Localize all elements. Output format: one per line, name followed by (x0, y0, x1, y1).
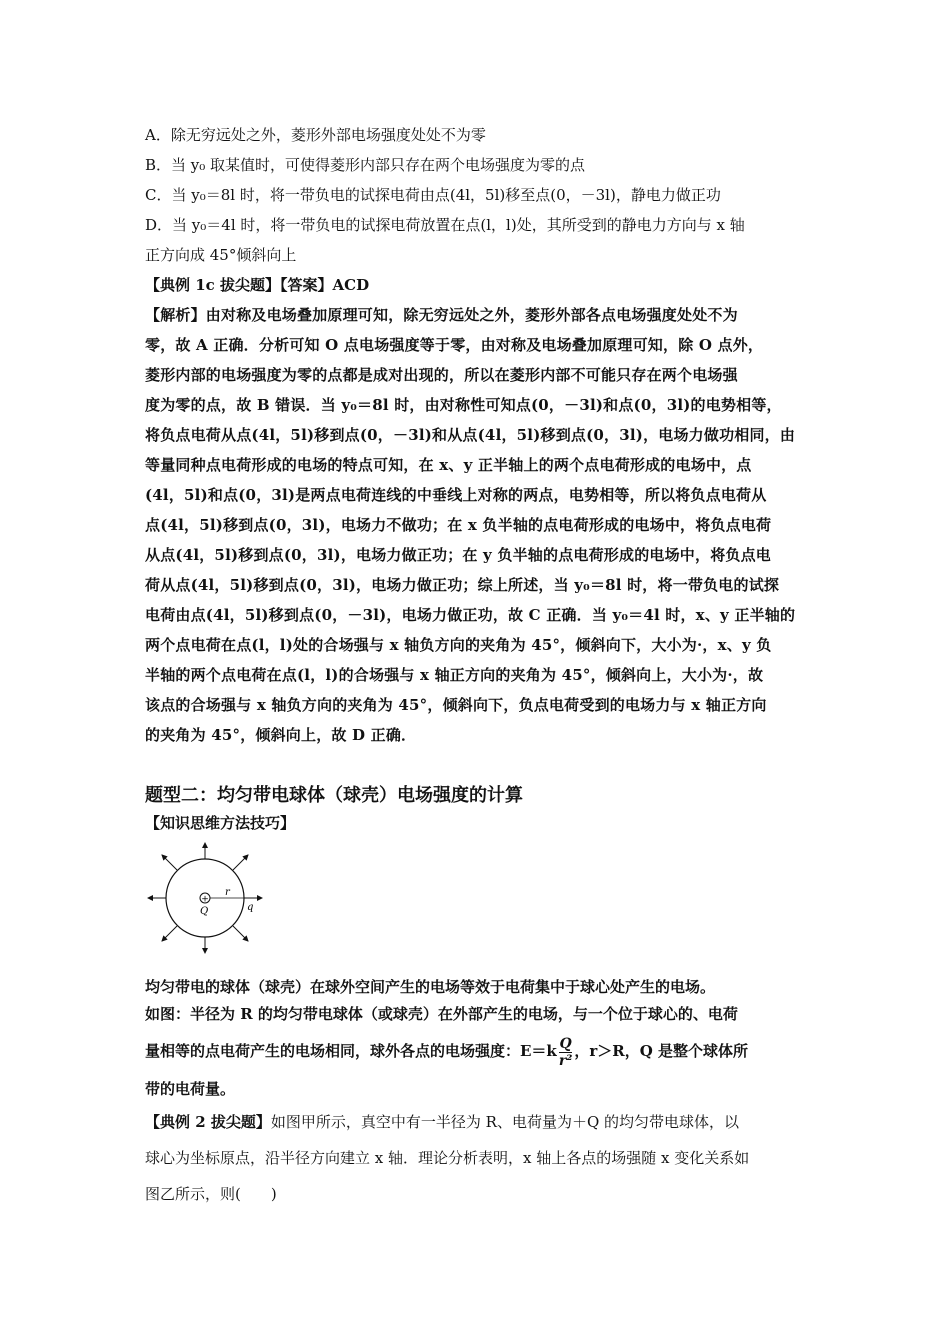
solution-block (145, 300, 810, 750)
paragraph-1: 均匀带电的球体（球壳）在球外空间产生的电场等效于电荷集中于球心处产生的电场。 (145, 978, 716, 996)
option-c: C．当 y₀＝8l 时，将一带负电的试探电荷由点(4l，5l)移至点(0，－3l)，静电力做正功 (145, 186, 721, 204)
document-page (145, 120, 810, 1212)
paragraph-2: 如图：半径为 R 的均匀带电球体（或球壳）在外部产生的电场，与一个位于球心的、电荷 (145, 1005, 738, 1023)
option-a: A．除无穷远处之外，菱形外部电场强度处处不为零 (145, 126, 486, 144)
solution-line: 零，故 A 正确．分析可知 O 点电场强度等于零，由对称及电场叠加原理可知，除 O 点外， (145, 336, 764, 354)
example-2-line-1 (145, 1104, 810, 1140)
example-2-line-3: 图乙所示，则( ) (145, 1185, 277, 1203)
options-list (145, 120, 810, 270)
example-2-title: 【典例 2 拔尖题】 (145, 1113, 271, 1131)
example-1c-title: 【典例 1c 拔尖题】【答案】ACD (145, 276, 370, 294)
paragraph-4: 带的电荷量。 (145, 1080, 236, 1098)
solution-line: 菱形内部的电场强度为零的点都是成对出现的，所以在菱形内部不可能只存在两个电场强 (145, 366, 738, 384)
solution-line: 度为零的点，故 B 错误．当 y₀＝8l 时，由对称性可知点(0，－3l)和点(0，3l)的电势相等， (145, 396, 782, 414)
example-2-line-2: 球心为坐标原点，沿半径方向建立 x 轴．理论分析表明，x 轴上各点的场强随 x 变化关系如 (145, 1149, 750, 1167)
solution-line: 等量同种点电荷形成的电场的特点可知，在 x、y 正半轴上的两个点电荷形成的电场中，点 (145, 456, 752, 474)
example-2-text: 如图甲所示，真空中有一半径为 R、电荷量为＋Q 的均匀带电球体，以 (270, 1113, 740, 1131)
plus-sign: + (201, 894, 209, 905)
solution-line: 的夹角为 45°，倾斜向上，故 D 正确． (145, 726, 417, 744)
option-b: B．当 y₀ 取某值时，可使得菱形内部只存在两个电场强度为零的点 (145, 156, 586, 174)
solution-line: 从点(4l，5l)移到点(0，3l)，电场力做正功；在 y 负半轴的点电荷形成的电场中，将负点电 (145, 546, 771, 564)
solution-line: 【解析】由对称及电场叠加原理可知，除无穷远处之外，菱形外部各点电场强度处处不为 (145, 306, 738, 324)
paragraph-3 (145, 1028, 810, 1074)
option-d-continued: 正方向成 45°倾斜向上 (145, 246, 297, 264)
test-charge-label: q (247, 902, 254, 913)
solution-line: 荷从点(4l，5l)移到点(0，3l)，电场力做正功；综上所述，当 y₀＝8l 时，将一带负电的试探 (145, 576, 780, 594)
solution-line: (4l，5l)和点(0，3l)是两点电荷连线的中垂线上对称的两点，电势相等，所以将负点电荷从 (145, 486, 767, 504)
solution-line: 两个点电荷在点(l，l)处的合场强与 x 轴负方向的夹角为 45°，倾斜向下，大小为·，x、y 负 (145, 636, 772, 654)
option-d: D．当 y₀＝4l 时，将一带负电的试探电荷放置在点(l，l)处，其所受到的静电力方向与 x 轴 (145, 216, 745, 234)
radius-label: r (225, 887, 230, 898)
solution-line: 将负点电荷从点(4l，5l)移到点(0，－3l)和从点(4l，5l)移到点(0，3l)，电场力做功相同，由 (145, 426, 796, 444)
formula-prefix: 量相等的点电荷产生的电场相同，球外各点的电场强度：E＝k (145, 1042, 557, 1060)
solution-line: 电荷由点(4l，5l)移到点(0，－3l)，电场力做正功，故 C 正确．当 y₀＝4l 时，x、y 正半轴的 (145, 606, 796, 624)
charged-sphere-figure (145, 840, 275, 970)
formula-denominator: r² (558, 1052, 573, 1069)
solution-line: 该点的合场强与 x 轴负方向的夹角为 45°，倾斜向下，负点电荷受到的电场力与 x 轴正方向 (145, 696, 767, 714)
charge-label: Q (200, 906, 209, 917)
formula-suffix: ，r＞R，Q 是整个球体所 (574, 1042, 749, 1060)
formula-fraction (559, 1036, 573, 1069)
solution-line: 点(4l，5l)移到点(0，3l)，电场力不做功；在 x 负半轴的点电荷形成的电场中，将负点电荷 (145, 516, 772, 534)
formula-numerator: Q (559, 1035, 572, 1052)
knowledge-heading: 【知识思维方法技巧】 (145, 814, 296, 832)
section-title: 题型二：均匀带电球体（球壳）电场强度的计算 (145, 785, 523, 806)
solution-line: 半轴的两个点电荷在点(l，l)的合场强与 x 轴正方向的夹角为 45°，倾斜向上，大小为·，故 (145, 666, 764, 684)
